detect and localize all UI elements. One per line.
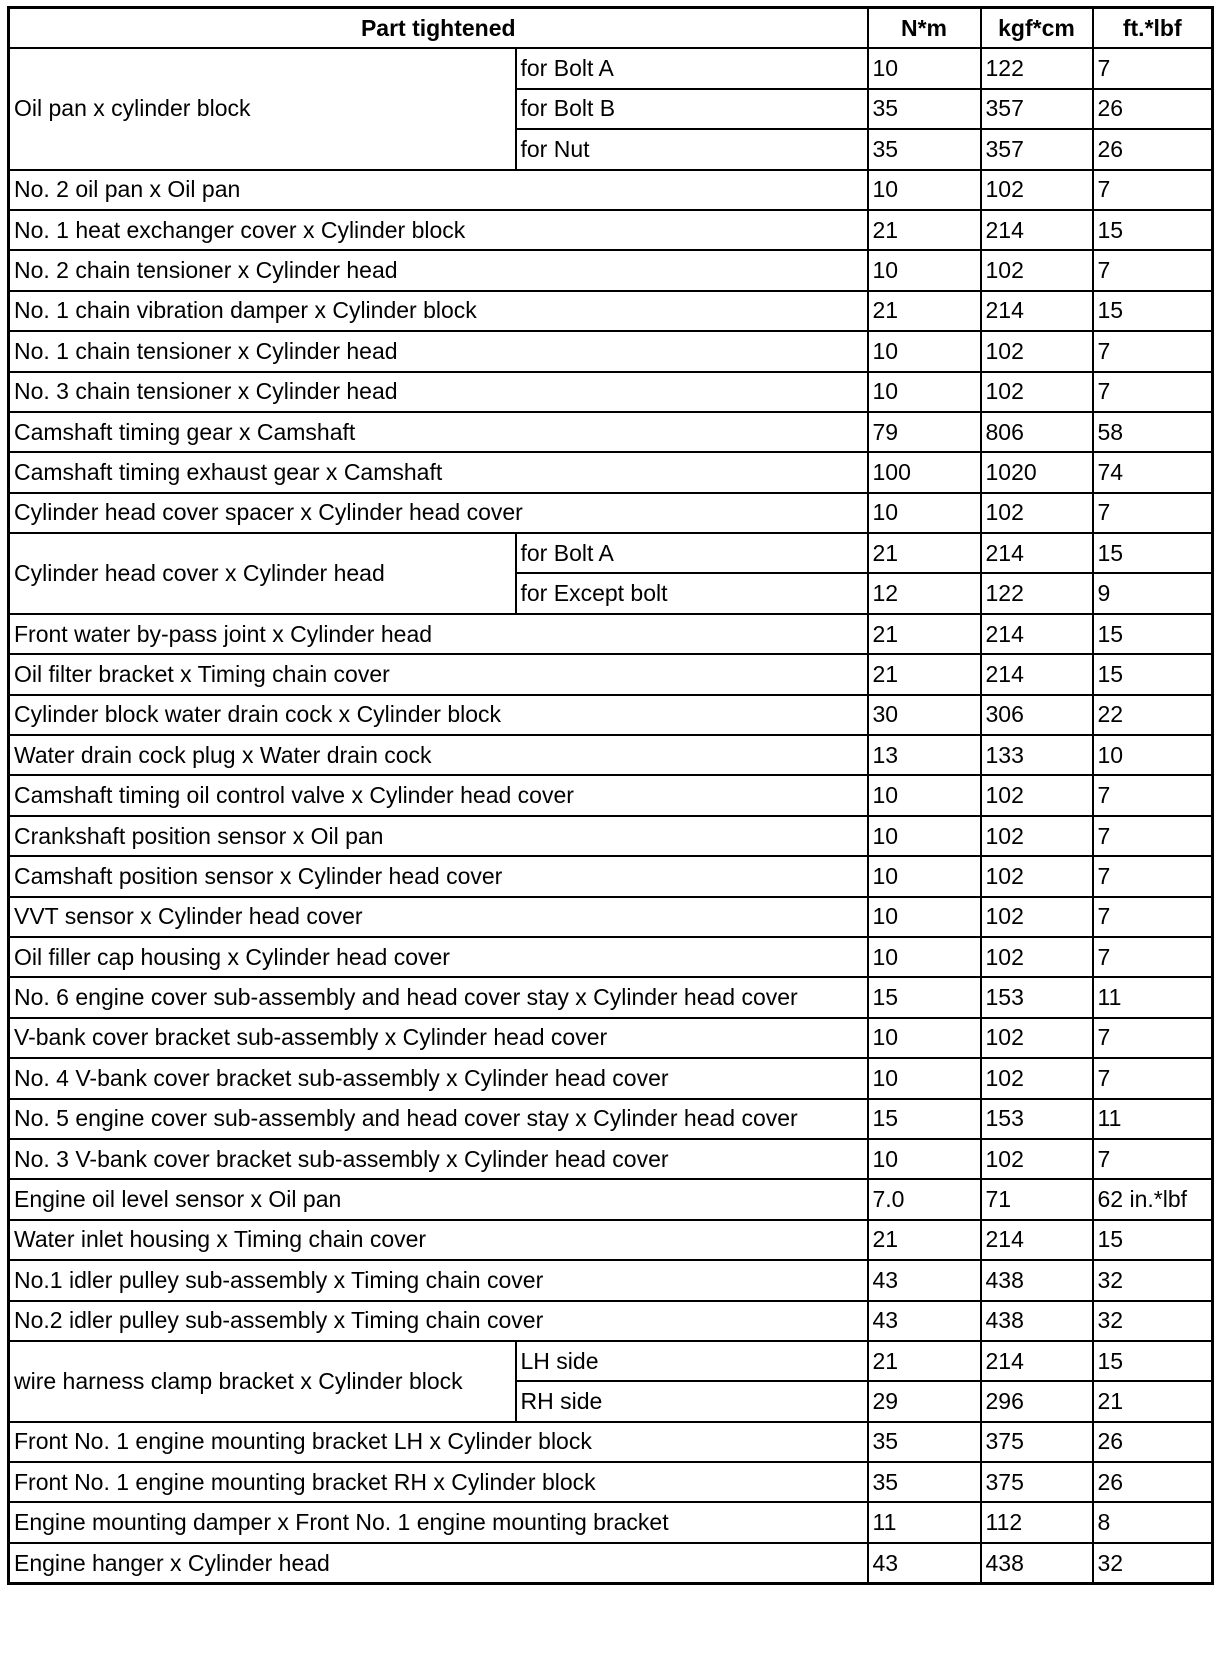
ftlbf-cell: 58 [1093,412,1213,452]
ftlbf-cell: 15 [1093,614,1213,654]
part-cell: Cylinder head cover x Cylinder head [9,533,516,614]
kgfcm-cell: 153 [981,1099,1093,1139]
kgfcm-cell: 102 [981,856,1093,896]
table-row [9,1301,1213,1341]
part-cell: Front No. 1 engine mounting bracket LH x Cylinder block [9,1422,868,1462]
nm-cell: 13 [868,735,981,775]
ftlbf-cell: 26 [1093,1462,1213,1502]
kgfcm-cell: 102 [981,250,1093,290]
part-cell: No. 3 V-bank cover bracket sub-assembly x Cylinder head cover [9,1139,868,1179]
sub-part-cell: for Bolt B [516,89,868,129]
part-cell: No. 4 V-bank cover bracket sub-assembly x Cylinder head cover [9,1058,868,1098]
table-row [9,937,1213,977]
torque-spec-table [7,6,1214,1585]
ftlbf-cell: 21 [1093,1381,1213,1421]
part-cell: No. 1 chain tensioner x Cylinder head [9,331,868,371]
table-row [9,1462,1213,1502]
nm-cell: 10 [868,331,981,371]
table-row [9,1502,1213,1542]
part-cell: Water inlet housing x Timing chain cover [9,1220,868,1260]
nm-cell: 12 [868,573,981,613]
part-cell: Crankshaft position sensor x Oil pan [9,816,868,856]
table-row [9,250,1213,290]
part-cell: Oil pan x cylinder block [9,48,516,169]
nm-cell: 43 [868,1301,981,1341]
part-cell: Cylinder block water drain cock x Cylinder block [9,695,868,735]
part-cell: Cylinder head cover spacer x Cylinder head cover [9,493,868,533]
kgfcm-cell: 438 [981,1260,1093,1300]
sub-part-cell: for Bolt A [516,533,868,573]
ftlbf-cell: 74 [1093,452,1213,492]
ftlbf-cell: 7 [1093,937,1213,977]
sub-part-cell: LH side [516,1341,868,1381]
table-row [9,735,1213,775]
ftlbf-cell: 15 [1093,1341,1213,1381]
ftlbf-cell: 7 [1093,1058,1213,1098]
table-row [9,977,1213,1017]
sub-part-cell: for Except bolt [516,573,868,613]
table-row [9,1018,1213,1058]
nm-cell: 15 [868,1099,981,1139]
kgfcm-cell: 214 [981,1341,1093,1381]
table-row [9,493,1213,533]
table-row [9,331,1213,371]
ftlbf-cell: 11 [1093,1099,1213,1139]
ftlbf-cell: 62 in.*lbf [1093,1179,1213,1219]
kgfcm-cell: 102 [981,1139,1093,1179]
table-row [9,533,1213,573]
kgfcm-cell: 357 [981,89,1093,129]
kgfcm-cell: 102 [981,170,1093,210]
nm-cell: 35 [868,89,981,129]
nm-cell: 10 [868,372,981,412]
kgfcm-cell: 153 [981,977,1093,1017]
ftlbf-cell: 22 [1093,695,1213,735]
nm-cell: 10 [868,170,981,210]
ftlbf-cell: 15 [1093,210,1213,250]
table-row [9,695,1213,735]
table-row [9,452,1213,492]
nm-cell: 10 [868,856,981,896]
kgfcm-cell: 71 [981,1179,1093,1219]
kgfcm-cell: 214 [981,210,1093,250]
nm-cell: 21 [868,614,981,654]
kgfcm-cell: 438 [981,1301,1093,1341]
nm-cell: 10 [868,1139,981,1179]
nm-cell: 15 [868,977,981,1017]
nm-cell: 10 [868,493,981,533]
table-row [9,1099,1213,1139]
header-part-tightened: Part tightened [9,8,868,49]
nm-cell: 21 [868,1341,981,1381]
table-row [9,48,1213,88]
kgfcm-cell: 214 [981,291,1093,331]
table-row [9,654,1213,694]
header-ftlbf: ft.*lbf [1093,8,1213,49]
kgfcm-cell: 375 [981,1422,1093,1462]
kgfcm-cell: 112 [981,1502,1093,1542]
table-row [9,897,1213,937]
part-cell: No. 5 engine cover sub-assembly and head cover stay x Cylinder head cover [9,1099,868,1139]
nm-cell: 10 [868,775,981,815]
part-cell: Camshaft timing gear x Camshaft [9,412,868,452]
table-row [9,1220,1213,1260]
kgfcm-cell: 214 [981,654,1093,694]
kgfcm-cell: 102 [981,816,1093,856]
ftlbf-cell: 11 [1093,977,1213,1017]
nm-cell: 7.0 [868,1179,981,1219]
part-cell: Engine mounting damper x Front No. 1 engine mounting bracket [9,1502,868,1542]
table-header-row [9,8,1213,49]
table-row [9,291,1213,331]
part-cell: Engine oil level sensor x Oil pan [9,1179,868,1219]
kgfcm-cell: 102 [981,1058,1093,1098]
part-cell: Engine hanger x Cylinder head [9,1543,868,1584]
part-cell: Oil filter bracket x Timing chain cover [9,654,868,694]
part-cell: Camshaft timing exhaust gear x Camshaft [9,452,868,492]
nm-cell: 21 [868,533,981,573]
kgfcm-cell: 102 [981,372,1093,412]
part-cell: No. 3 chain tensioner x Cylinder head [9,372,868,412]
kgfcm-cell: 296 [981,1381,1093,1421]
part-cell: Water drain cock plug x Water drain cock [9,735,868,775]
table-row [9,1260,1213,1300]
kgfcm-cell: 806 [981,412,1093,452]
part-cell: Front water by-pass joint x Cylinder head [9,614,868,654]
kgfcm-cell: 306 [981,695,1093,735]
kgfcm-cell: 357 [981,129,1093,169]
ftlbf-cell: 7 [1093,250,1213,290]
ftlbf-cell: 7 [1093,816,1213,856]
ftlbf-cell: 32 [1093,1543,1213,1584]
table-row [9,412,1213,452]
part-cell: Front No. 1 engine mounting bracket RH x Cylinder block [9,1462,868,1502]
part-cell: No. 2 chain tensioner x Cylinder head [9,250,868,290]
ftlbf-cell: 32 [1093,1301,1213,1341]
kgfcm-cell: 122 [981,573,1093,613]
sub-part-cell: for Nut [516,129,868,169]
table-row [9,372,1213,412]
table-row [9,1058,1213,1098]
ftlbf-cell: 7 [1093,331,1213,371]
table-row [9,614,1213,654]
header-kgfcm: kgf*cm [981,8,1093,49]
nm-cell: 21 [868,654,981,694]
kgfcm-cell: 102 [981,493,1093,533]
header-nm: N*m [868,8,981,49]
ftlbf-cell: 26 [1093,1422,1213,1462]
kgfcm-cell: 102 [981,331,1093,371]
kgfcm-cell: 214 [981,1220,1093,1260]
kgfcm-cell: 102 [981,897,1093,937]
ftlbf-cell: 9 [1093,573,1213,613]
nm-cell: 29 [868,1381,981,1421]
ftlbf-cell: 7 [1093,1018,1213,1058]
part-cell: No.2 idler pulley sub-assembly x Timing chain cover [9,1301,868,1341]
part-cell: No.1 idler pulley sub-assembly x Timing chain cover [9,1260,868,1300]
nm-cell: 35 [868,1462,981,1502]
table-row [9,1422,1213,1462]
part-cell: No. 1 chain vibration damper x Cylinder block [9,291,868,331]
part-cell: Oil filler cap housing x Cylinder head cover [9,937,868,977]
nm-cell: 21 [868,210,981,250]
sub-part-cell: RH side [516,1381,868,1421]
nm-cell: 35 [868,129,981,169]
nm-cell: 10 [868,48,981,88]
part-cell: wire harness clamp bracket x Cylinder block [9,1341,516,1422]
nm-cell: 35 [868,1422,981,1462]
table-row [9,210,1213,250]
ftlbf-cell: 15 [1093,1220,1213,1260]
ftlbf-cell: 15 [1093,654,1213,694]
ftlbf-cell: 26 [1093,129,1213,169]
part-cell: No. 6 engine cover sub-assembly and head cover stay x Cylinder head cover [9,977,868,1017]
nm-cell: 10 [868,1018,981,1058]
sub-part-cell: for Bolt A [516,48,868,88]
kgfcm-cell: 214 [981,533,1093,573]
ftlbf-cell: 10 [1093,735,1213,775]
nm-cell: 10 [868,816,981,856]
kgfcm-cell: 102 [981,1018,1093,1058]
ftlbf-cell: 7 [1093,775,1213,815]
table-row [9,1341,1213,1381]
part-cell: No. 2 oil pan x Oil pan [9,170,868,210]
ftlbf-cell: 32 [1093,1260,1213,1300]
nm-cell: 11 [868,1502,981,1542]
kgfcm-cell: 102 [981,937,1093,977]
table-row [9,775,1213,815]
ftlbf-cell: 7 [1093,493,1213,533]
ftlbf-cell: 7 [1093,1139,1213,1179]
kgfcm-cell: 122 [981,48,1093,88]
table-row [9,816,1213,856]
ftlbf-cell: 7 [1093,170,1213,210]
part-cell: Camshaft timing oil control valve x Cylinder head cover [9,775,868,815]
part-cell: Camshaft position sensor x Cylinder head cover [9,856,868,896]
part-cell: No. 1 heat exchanger cover x Cylinder block [9,210,868,250]
nm-cell: 30 [868,695,981,735]
nm-cell: 43 [868,1543,981,1584]
nm-cell: 79 [868,412,981,452]
kgfcm-cell: 102 [981,775,1093,815]
nm-cell: 10 [868,937,981,977]
part-cell: VVT sensor x Cylinder head cover [9,897,868,937]
ftlbf-cell: 7 [1093,897,1213,937]
nm-cell: 21 [868,291,981,331]
table-row [9,1139,1213,1179]
kgfcm-cell: 375 [981,1462,1093,1502]
kgfcm-cell: 214 [981,614,1093,654]
nm-cell: 10 [868,250,981,290]
ftlbf-cell: 15 [1093,291,1213,331]
nm-cell: 21 [868,1220,981,1260]
ftlbf-cell: 7 [1093,856,1213,896]
part-cell: V-bank cover bracket sub-assembly x Cylinder head cover [9,1018,868,1058]
kgfcm-cell: 438 [981,1543,1093,1584]
kgfcm-cell: 133 [981,735,1093,775]
kgfcm-cell: 1020 [981,452,1093,492]
ftlbf-cell: 15 [1093,533,1213,573]
ftlbf-cell: 26 [1093,89,1213,129]
table-body [9,48,1213,1583]
ftlbf-cell: 7 [1093,48,1213,88]
ftlbf-cell: 8 [1093,1502,1213,1542]
nm-cell: 100 [868,452,981,492]
table-row [9,170,1213,210]
nm-cell: 43 [868,1260,981,1300]
table-row [9,1179,1213,1219]
table-row [9,856,1213,896]
table-row [9,1543,1213,1584]
nm-cell: 10 [868,1058,981,1098]
nm-cell: 10 [868,897,981,937]
ftlbf-cell: 7 [1093,372,1213,412]
